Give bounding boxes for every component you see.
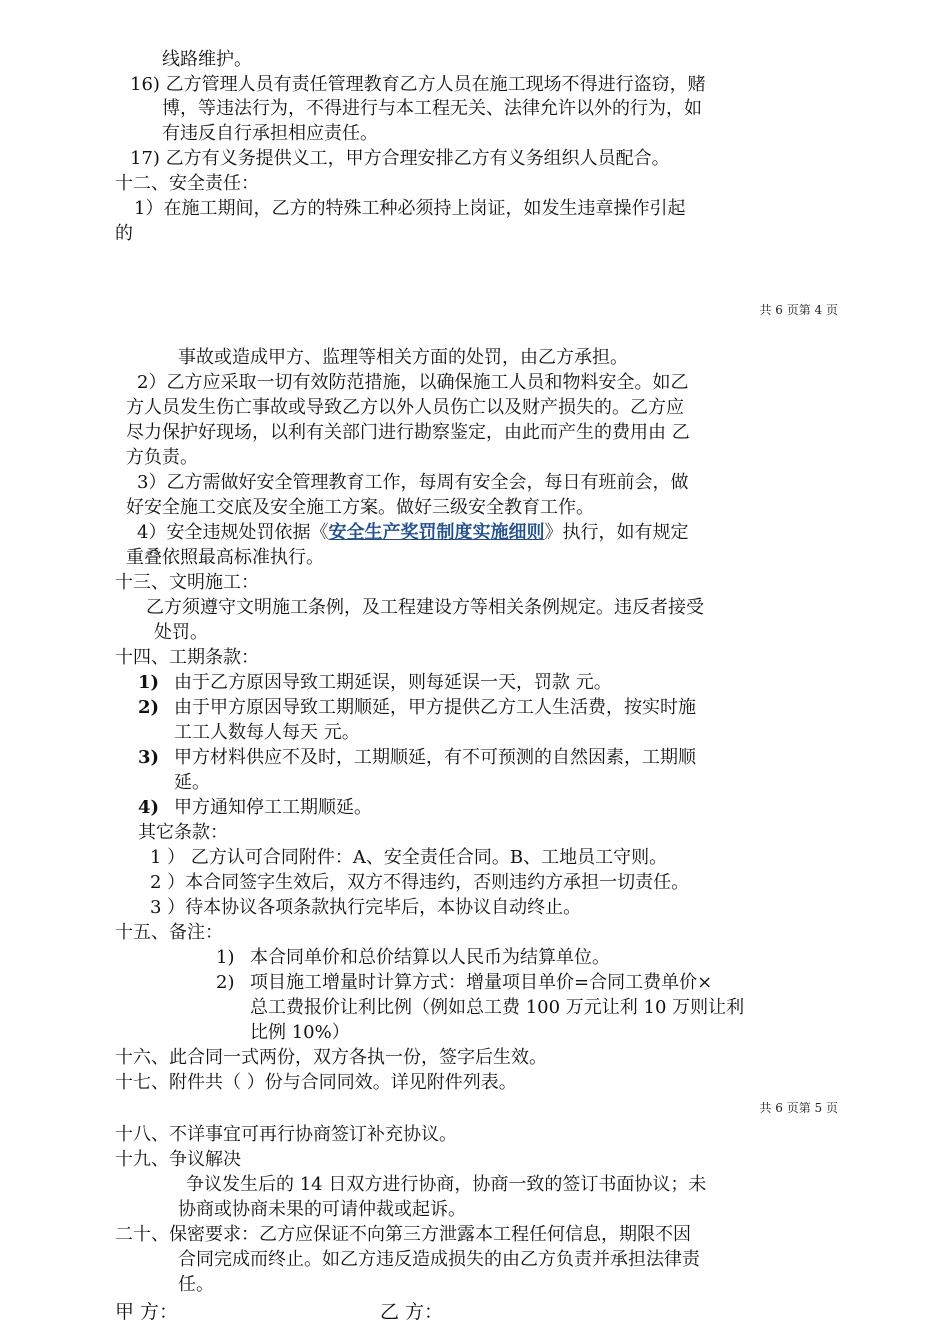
list-item-continued: 工工人数每人每天 元。 (174, 722, 360, 743)
list-item: 甲方通知停工工期顺延。 (174, 797, 372, 818)
list-number: 2) (216, 972, 235, 993)
party-a-label: 甲 方： (115, 1301, 179, 1323)
list-item: 由于甲方原因导致工期顺延，甲方提供乙方工人生活费，按实时施 (174, 697, 696, 718)
text-line: 合同完成而终止。如乙方违反造成损失的由乙方负责并承担法律责 (178, 1249, 700, 1270)
text-line: 乙方须遵守文明施工条例，及工程建设方等相关条例规定。违反者接受 (146, 597, 704, 618)
section-heading-16: 十六、此合同一式两份，双方各执一份，签字后生效。 (115, 1047, 547, 1068)
text-line: 博，等违法行为，不得进行与本工程无关、法律允许以外的行为，如 (162, 98, 702, 119)
text-line: 方负责。 (126, 447, 198, 468)
list-item: 3 ）待本协议各项条款执行完毕后，本协议自动终止。 (150, 897, 582, 918)
text-line: 重叠依照最高标准执行。 (126, 547, 324, 568)
list-number: 4) (138, 797, 160, 818)
section-heading-19: 十九、争议解决 (115, 1149, 241, 1170)
list-number: 1) (138, 672, 160, 693)
list-item-continued: 总工费报价让利比例（例如总工费 100 万元让利 10 万则让利 (250, 997, 745, 1018)
list-item-continued: 延。 (174, 772, 210, 793)
list-number: 3) (138, 747, 160, 768)
text-line: 方人员发生伤亡事故或导致乙方以外人员伤亡以及财产损失的。乙方应 (126, 397, 684, 418)
list-item: 由于乙方原因导致工期延误，则每延误一天，罚款 元。 (174, 672, 612, 693)
list-item: 甲方材料供应不及时，工期顺延，有不可预测的自然因素，工期顺 (174, 747, 696, 768)
text-line: 任。 (178, 1274, 214, 1295)
list-item: 本合同单价和总价结算以人民币为结算单位。 (250, 947, 610, 968)
text-fragment: 》执行，如有规定 (544, 522, 689, 543)
clause-16: 16) 乙方管理人员有责任管理教育乙方人员在施工现场不得进行盗窃，赌 (130, 74, 706, 95)
list-number: 2) (138, 697, 160, 718)
text-line (137, 521, 688, 545)
text-line: 好安全施工交底及安全施工方案。做好三级安全教育工作。 (126, 497, 594, 518)
section-heading-15: 十五、备注： (115, 922, 223, 943)
party-b-label: 乙 方： (380, 1301, 444, 1323)
section-heading-17: 十七、附件共（ ）份与合同同效。详见附件列表。 (115, 1072, 517, 1093)
list-item: 1 ） 乙方认可合同附件：A、安全责任合同。B、工地员工守则。 (150, 847, 668, 868)
list-item-continued: 比例 10%） (250, 1022, 350, 1043)
regulation-link[interactable]: 安全生产奖罚制度实施细则 (328, 522, 545, 543)
clause-17: 17) 乙方有义务提供义工，甲方合理安排乙方有义务组织人员配合。 (130, 148, 670, 169)
text-line: 2）乙方应采取一切有效防范措施，以确保施工人员和物料安全。如乙 (137, 372, 689, 393)
text-line: 争议发生后的 14 日双方进行协商，协商一致的签订书面协议；未 (186, 1174, 707, 1195)
list-item: 项目施工增量时计算方式：增量项目单价=合同工费单价× (250, 972, 713, 993)
text-line: 有违反自行承担相应责任。 (162, 123, 378, 144)
section-heading-14: 十四、工期条款： (115, 647, 259, 668)
text-line: 的 (115, 223, 133, 244)
text-line: 3）乙方需做好安全管理教育工作，每周有安全会，每日有班前会，做 (137, 472, 689, 493)
page-footer: 共 6 页第 5 页 (759, 1101, 838, 1115)
subsection-heading: 其它条款： (138, 822, 228, 843)
list-item: 2 ）本合同签字生效后，双方不得违约，否则违约方承担一切责任。 (150, 872, 690, 893)
text-line: 处罚。 (154, 622, 208, 643)
text-line: 协商或协商未果的可请仲裁或起诉。 (178, 1199, 466, 1220)
text-line: 事故或造成甲方、监理等相关方面的处罚，由乙方承担。 (178, 347, 628, 368)
list-number: 1) (216, 947, 235, 968)
page-footer: 共 6 页第 4 页 (759, 303, 838, 317)
text-fragment: 4）安全违规处罚依据《 (137, 522, 329, 543)
section-heading-12: 十二、安全责任： (115, 173, 259, 194)
text-line: 尽力保护好现场，以利有关部门进行勘察鉴定，由此而产生的费用由 乙 (126, 422, 690, 443)
section-heading-13: 十三、文明施工： (115, 572, 259, 593)
section-heading-20: 二十、保密要求：乙方应保证不向第三方泄露本工程任何信息，期限不因 (115, 1224, 691, 1245)
text-line: 线路维护。 (162, 49, 252, 70)
section-heading-18: 十八、不详事宜可再行协商签订补充协议。 (115, 1124, 457, 1145)
text-line: 1）在施工期间，乙方的特殊工种必须持上岗证，如发生违章操作引起 (134, 198, 686, 219)
